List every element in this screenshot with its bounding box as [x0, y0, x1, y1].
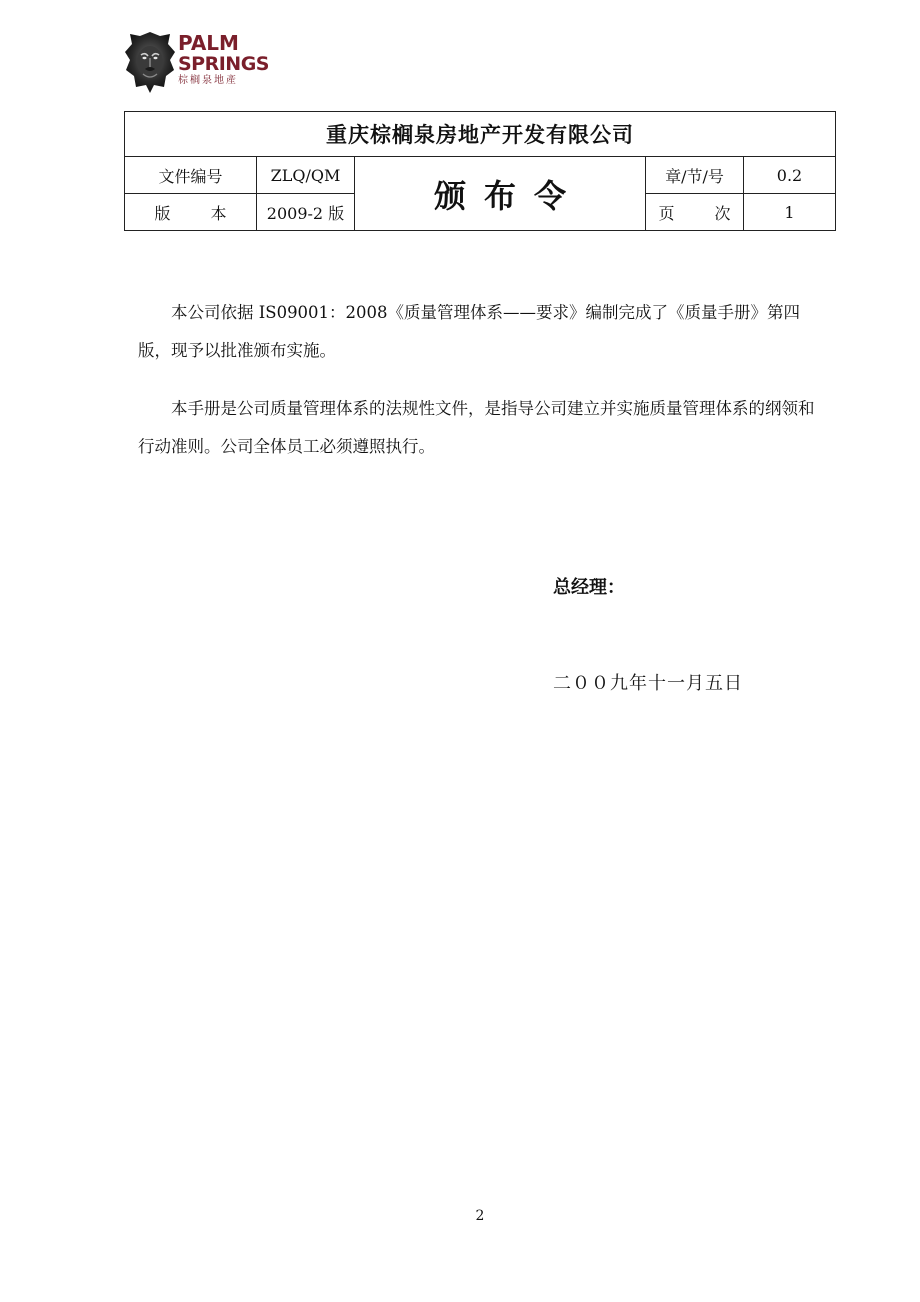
section-label: 章/节/号: [646, 157, 744, 194]
logo-line-springs: SPRINGS: [178, 53, 269, 75]
body-paragraph: 本公司依据 IS09001：2008《质量管理体系——要求》编制完成了《质量手册》第四版，现予以批准颁布实施。: [138, 303, 801, 360]
logo-line-palm: PALM: [178, 31, 239, 55]
page-label: 页 次: [646, 194, 744, 231]
logo-wordmark: [178, 33, 269, 87]
version-value: 2009-2 版: [257, 194, 355, 231]
doc-number-value: ZLQ/QM: [257, 157, 355, 194]
document-body: [138, 294, 828, 486]
page-number: 2: [475, 1208, 485, 1224]
company-name: 重庆棕榈泉房地产开发有限公司: [125, 112, 836, 157]
document-title: 颁布令: [355, 157, 646, 231]
document-header-table: [124, 111, 836, 231]
signature-label: 总经理：: [553, 577, 625, 598]
body-paragraph: 本手册是公司质量管理体系的法规性文件，是指导公司建立并实施质量管理体系的纲领和行动准则。公司全体员工必须遵照执行。: [138, 399, 815, 456]
lion-head-icon: [124, 30, 176, 94]
logo-chinese-name: 棕榈泉地產: [178, 75, 238, 86]
doc-number-label: 文件编号: [125, 157, 257, 194]
section-value: 0.2: [744, 157, 836, 194]
version-label: 版 本: [125, 194, 257, 231]
company-logo: [124, 30, 269, 96]
page-value: 1: [744, 194, 836, 231]
issue-date: 二００九年十一月五日: [553, 673, 743, 694]
